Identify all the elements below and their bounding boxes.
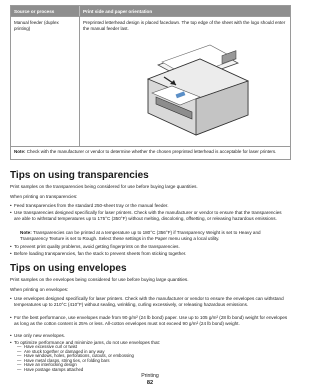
list-item: • For the best performance, use envelopes made from 90 g/m² (24 lb bond) paper. Use up to 105 g/m² (28 lb bond) weight for envelopes as long as the cotton content is 25% or less. All-cotton envelopes must not exceed 90 g/m² (24 lb bond) weight.	[14, 315, 289, 327]
note-label: Note:	[20, 230, 32, 235]
header-source: Source or process	[11, 6, 80, 16]
sub-list-item: — Have an interlocking design	[24, 363, 284, 368]
row-description-cell	[80, 17, 290, 146]
footer-section-title: Printing	[141, 373, 159, 379]
list-item: • To prevent print quality problems, avoid getting fingerprints on the transparencies.	[14, 244, 289, 250]
transparencies-when: When printing on transparencies:	[10, 194, 78, 199]
envelopes-intro: Print samples on the envelopes being considered for use before buying large quantities.	[10, 277, 189, 282]
note-label: Note:	[14, 149, 26, 154]
table-header	[11, 6, 290, 16]
sub-list-item: — Have windows, holes, perforations, cutouts, or embossing	[24, 354, 284, 359]
envelopes-when: When printing on envelopes:	[10, 287, 69, 292]
transparencies-intro: Print samples on the transparencies being considered for use before buying large quantities.	[10, 184, 198, 189]
sub-list-item: — Have metal clasps, string ties, or folding bars	[24, 359, 284, 364]
list-item: • Before loading transparencies, fan the stack to prevent sheets from sticking together.	[14, 251, 289, 257]
page-number: 82	[146, 380, 154, 386]
heading-transparencies: Tips on using transparencies	[10, 170, 149, 181]
sub-list-item: — Are stuck together or damaged in any way	[24, 350, 284, 355]
list-item: • Use only new envelopes.	[14, 333, 289, 339]
table-note	[11, 146, 290, 159]
transparencies-note	[20, 230, 288, 242]
note-text: Check with the manufacturer or vendor to determine whether the chosen preprinted letterhead is acceptable for laser printers.	[25, 149, 277, 154]
sub-list-item: — Have postage stamps attached	[24, 368, 284, 373]
sub-list-item: — Have excessive curl or twist	[24, 345, 284, 350]
heading-envelopes: Tips on using envelopes	[10, 263, 127, 274]
table-row	[11, 16, 290, 146]
list-item: • Use envelopes designed specifically for laser printers. Check with the manufacturer or vendor to ensure the envelopes can withstand temperatures up to 210°C (410°F) without sealing, wrinkling, curling excessively, or releasing hazardous emissions.	[14, 296, 289, 308]
header-orientation: Print side and paper orientation	[83, 8, 153, 14]
note-text: Transparencies can be printed at a temperature up to 180°C (356°F) if Transparency Weight is set to Heavy and Transparency Texture is set to Rough. Select these settings in the Paper menu using a local utility.	[20, 230, 261, 241]
row-description: Preprinted letterhead design is placed facedown. The top edge of the sheet with the logo should enter the manual feeder last.	[83, 20, 286, 31]
list-item: • Use transparencies designed specifically for laser printers. Check with the manufacturer or vendor to ensure that the transparencies are able to withstand temperatures up to 175°C (350°F) without melting, discoloring, offsetting, or releasing hazardous emissions.	[14, 210, 289, 222]
printer-illustration	[136, 37, 256, 137]
letterhead-table	[10, 5, 291, 160]
list-item: • Feed transparencies from the standard 250-sheet tray or the manual feeder.	[14, 203, 289, 209]
list-item: • To optimize performance and minimize jams, do not use envelopes that:	[14, 340, 289, 346]
row-source: Manual feeder (duplex printing)	[11, 17, 80, 146]
